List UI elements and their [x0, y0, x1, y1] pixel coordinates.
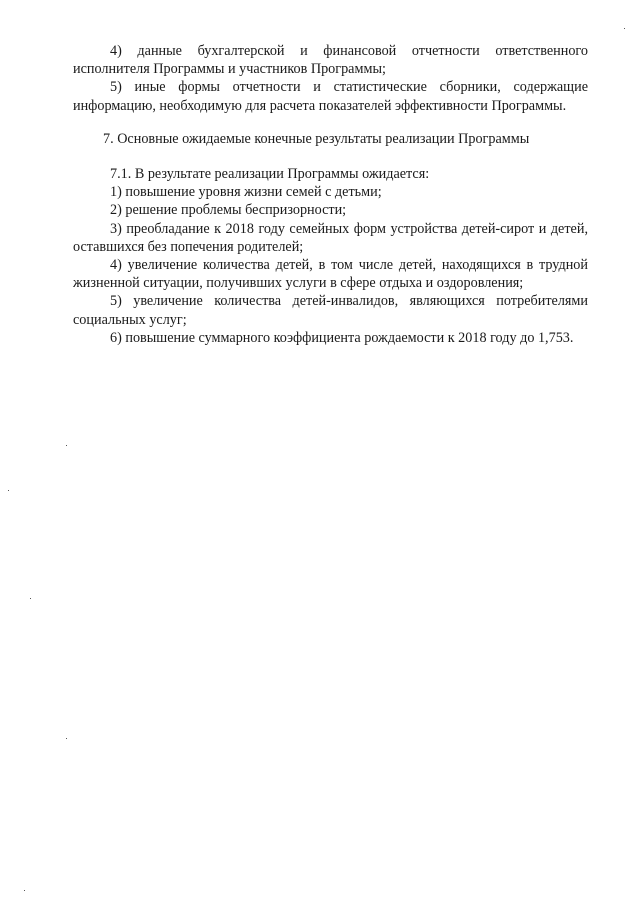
scan-speck — [8, 490, 9, 491]
result-item-5: 5) увеличение количества детей-инвалидов, являющихся потребителями социальных услуг; — [73, 293, 588, 328]
scan-speck — [24, 890, 25, 891]
result-item-6: 6) повышение суммарного коэффициента рождаемости к 2018 году до 1,753. — [110, 329, 574, 346]
scan-speck — [624, 28, 625, 29]
scan-speck — [66, 445, 67, 446]
scan-speck — [66, 738, 67, 739]
section-7-intro: 7.1. В результате реализации Программы ожидается: — [110, 166, 430, 182]
result-item-4: 4) увеличение количества детей, в том числе детей, находящихся в трудной жизненной ситуации, получивших услуги в сфере отдыха и оздоровления; — [73, 257, 588, 292]
result-item-2: 2) решение проблемы беспризорности; — [110, 202, 347, 219]
expected-results-list — [73, 165, 588, 347]
funding-sources-list — [73, 42, 588, 115]
section-7-heading: 7. Основные ожидаемые конечные результаты реализации Программы — [103, 131, 530, 147]
scan-speck — [30, 598, 31, 599]
list-item-5: 5) иные формы отчетности и статистические сборники, содержащие информацию, необходимую для расчета показателей эффективности Программы. — [73, 79, 588, 114]
result-item-1: 1) повышение уровня жизни семей с детьми; — [110, 184, 382, 201]
result-item-3: 3) преобладание к 2018 году семейных форм устройства детей-сирот и детей, оставшихся без попечения родителей; — [73, 220, 588, 255]
list-item-4: 4) данные бухгалтерской и финансовой отчетности ответственного исполнителя Программы и участников Программы; — [73, 43, 588, 78]
